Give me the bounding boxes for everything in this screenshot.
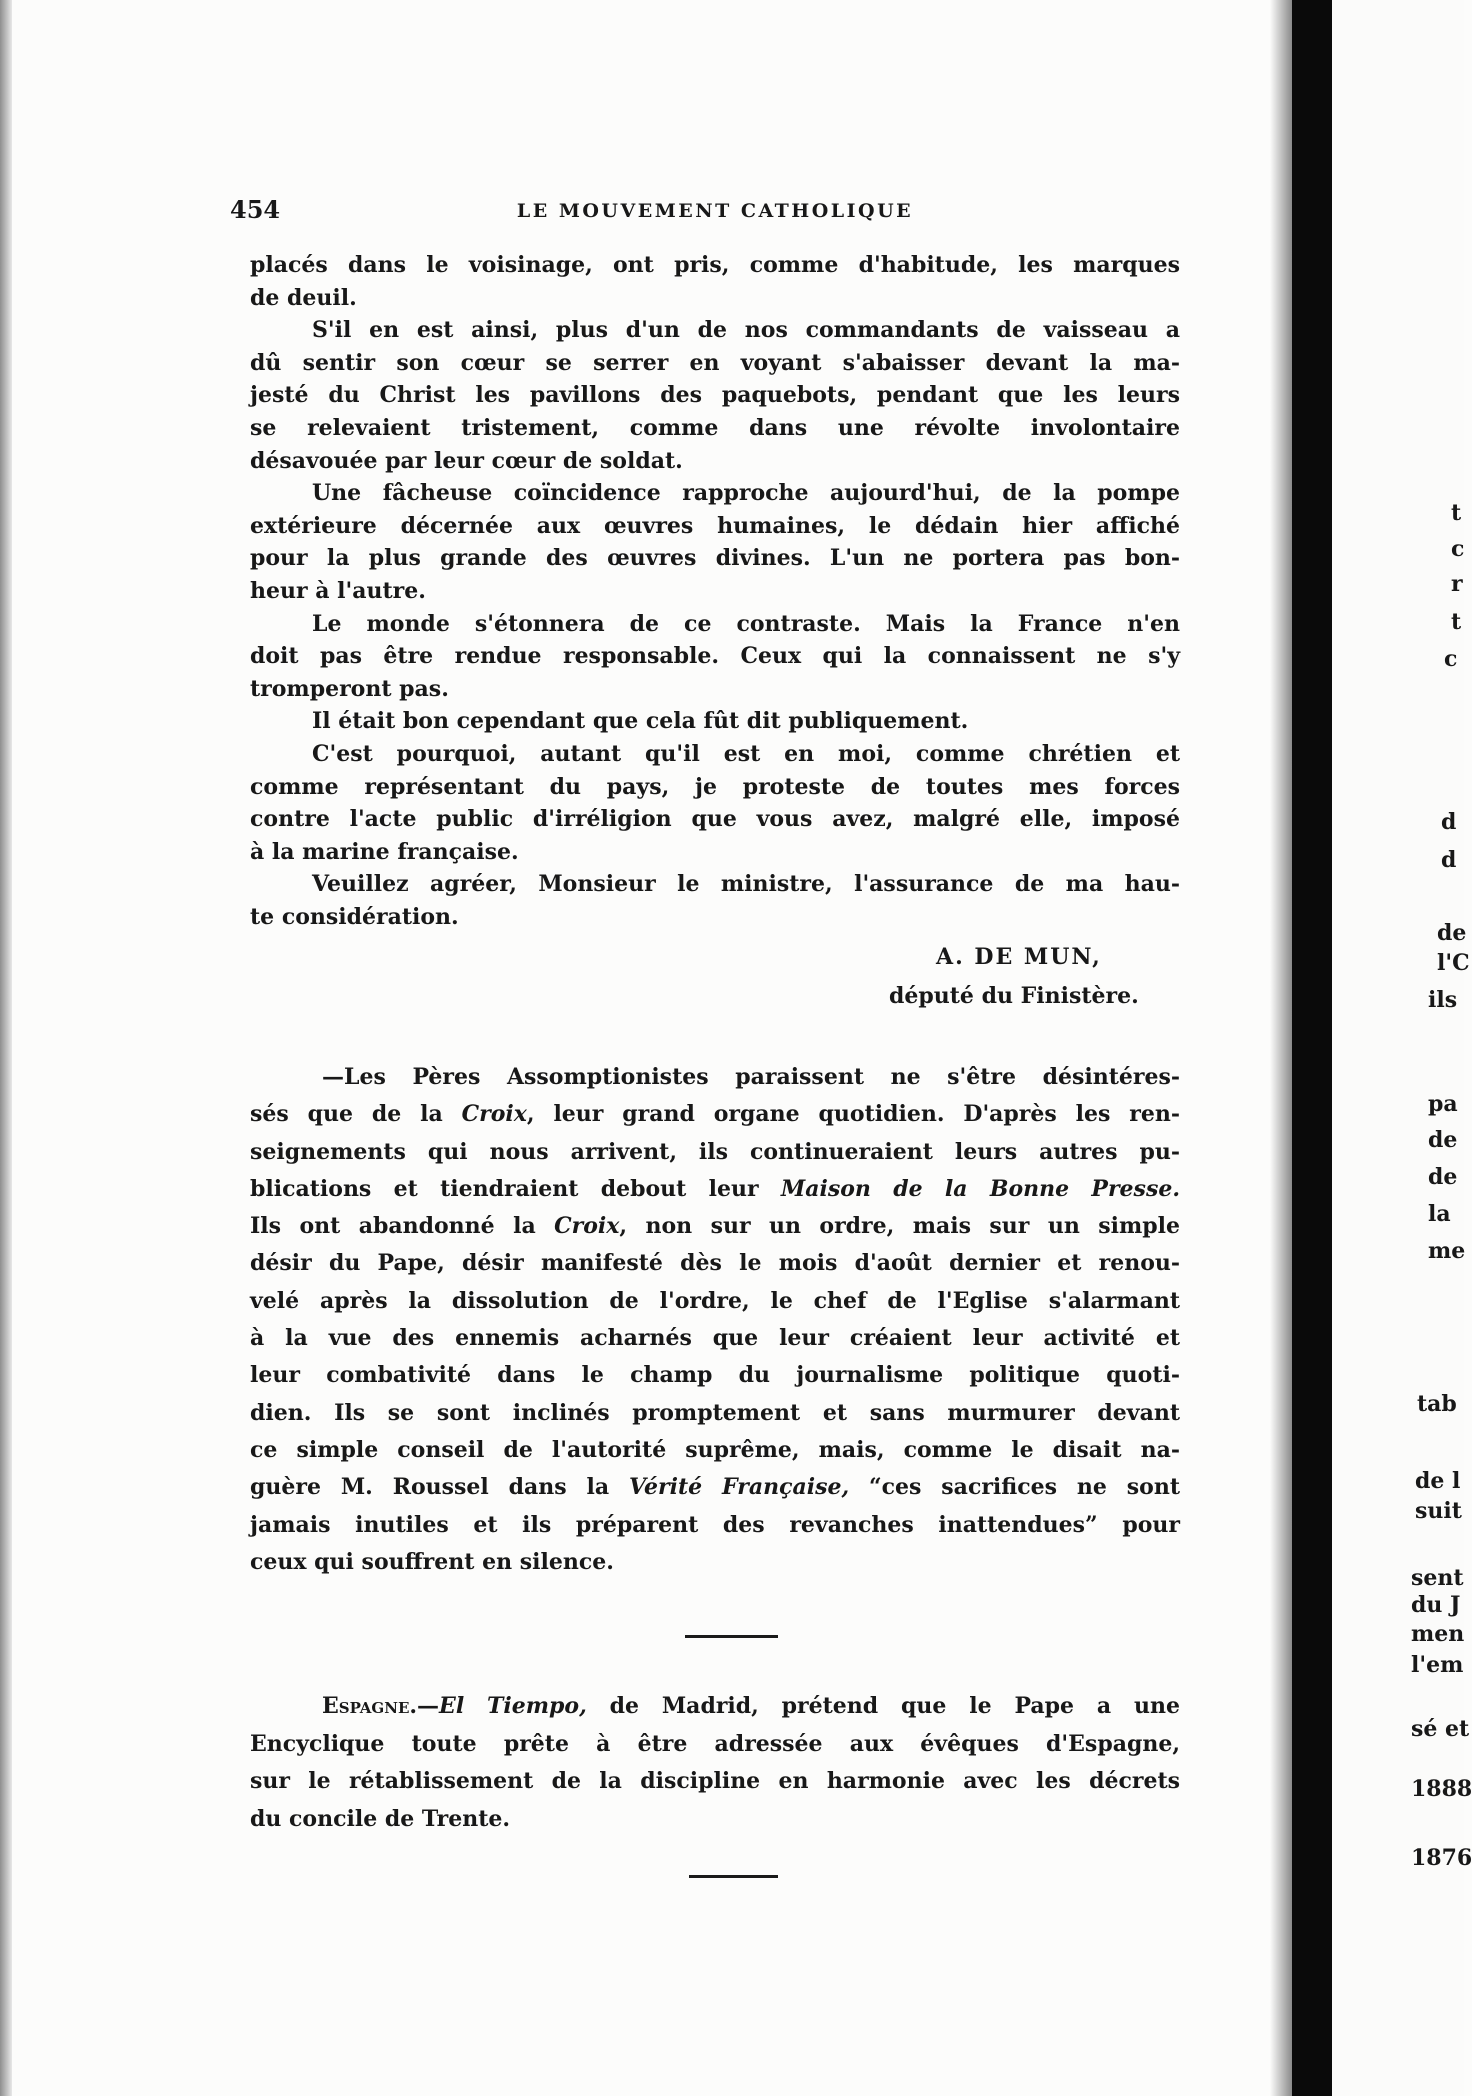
text-line: Le monde s'étonnera de ce contraste. Mais la France n'en	[312, 610, 1180, 637]
text-line: placés dans le voisinage, ont pris, comme d'habitude, les marques	[250, 252, 1180, 278]
text-line: Encyclique toute prête à être adressée aux évêques d'Espagne,	[250, 1730, 1180, 1757]
text-line	[250, 1469, 1180, 1506]
text-line: heur à l'autre.	[250, 577, 426, 604]
text-line: extérieure décernée aux œuvres humaines, le dédain hier affiché	[250, 512, 1180, 539]
facing-page-fragment: men	[1411, 1621, 1465, 1647]
text-line	[250, 1208, 1180, 1245]
text-segment: —	[417, 1693, 440, 1719]
facing-page-fragment: la	[1428, 1201, 1451, 1227]
facing-page-fragment: de	[1428, 1164, 1458, 1190]
text-line: désavouée par leur cœur de soldat.	[250, 447, 683, 474]
facing-page-fragment: du J	[1411, 1592, 1461, 1618]
text-line: sur le rétablissement de la discipline en harmonie avec les décrets	[250, 1768, 1180, 1794]
text-segment: “ces sacrifices ne sont	[849, 1474, 1180, 1501]
facing-page-fragment: 1876	[1411, 1845, 1472, 1871]
text-line: dien. Ils se sont inclinés promptement et sans murmurer devant	[250, 1399, 1180, 1426]
text-segment: guère M. Roussel dans la	[250, 1474, 629, 1501]
text-segment: , non sur un ordre, mais sur un simple	[619, 1213, 1181, 1240]
text-line: ceux qui souffrent en silence.	[250, 1548, 614, 1575]
section-label: Espagne.	[322, 1693, 418, 1719]
text-line: Une fâcheuse coïncidence rapproche aujourd'hui, de la pompe	[312, 480, 1180, 507]
news-item-assomptionistes	[250, 1059, 1180, 1581]
facing-page-fragment: c	[1451, 536, 1465, 562]
text-line	[250, 1171, 1180, 1208]
text-line: jamais inutiles et ils préparent des revanches inattendues” pour	[250, 1511, 1180, 1538]
text-line: doit pas être rendue responsable. Ceux qui la connaissent ne s'y	[250, 643, 1180, 670]
facing-page-fragment: de	[1428, 1127, 1458, 1153]
facing-page-fragment: r	[1451, 571, 1463, 597]
text-line: ce simple conseil de l'autorité suprême, mais, comme le disait na-	[250, 1436, 1180, 1463]
text-line: à la vue des ennemis acharnés que leur créaient leur activité et	[250, 1325, 1180, 1352]
text-line: seignements qui nous arrivent, ils continueraient leurs autres pu-	[250, 1138, 1180, 1165]
facing-page-fragment: l'em	[1411, 1652, 1464, 1678]
facing-page-fragment: de l	[1415, 1468, 1461, 1494]
text-line: tromperont pas.	[250, 675, 449, 702]
facing-page-fragment: d	[1441, 809, 1457, 835]
section-rule	[689, 1875, 778, 1878]
binding-shadow	[1270, 0, 1292, 2096]
text-segment: blications et tiendraient debout leur	[250, 1175, 781, 1202]
text-segment: Ils ont abandonné la	[250, 1213, 555, 1240]
italic-title: Croix	[461, 1101, 527, 1128]
running-title: LE MOUVEMENT CATHOLIQUE	[516, 200, 914, 222]
text-line: Il était bon cependant que cela fût dit publiquement.	[312, 708, 969, 735]
italic-title: Vérité Française,	[629, 1474, 850, 1501]
facing-page-fragment: t	[1451, 500, 1462, 526]
page-number: 454	[230, 195, 281, 224]
text-line: se relevaient tristement, comme dans une révolte involontaire	[250, 414, 1180, 441]
text-line: dû sentir son cœur se serrer en voyant s'abaisser devant la ma-	[250, 349, 1180, 376]
text-line: pour la plus grande des œuvres divines. L'un ne portera pas bon-	[250, 545, 1180, 572]
text-line: du concile de Trente.	[250, 1805, 511, 1832]
letter-text	[250, 249, 1180, 933]
text-line: jesté du Christ les pavillons des paquebots, pendant que les leurs	[250, 382, 1180, 409]
binding-gutter	[1292, 0, 1332, 2096]
facing-page-fragment: de	[1437, 920, 1467, 946]
text-line: de deuil.	[250, 284, 357, 311]
facing-page-fragment: d	[1441, 847, 1457, 873]
italic-title: Maison de la Bonne Presse.	[780, 1175, 1180, 1202]
text-line: te considération.	[250, 903, 459, 930]
text-line: comme représentant du pays, je proteste de toutes mes forces	[250, 773, 1180, 800]
text-line: velé après la dissolution de l'ordre, le chef de l'Eglise s'alarmant	[250, 1287, 1180, 1314]
facing-page-fragment: suit	[1415, 1498, 1462, 1524]
text-line	[250, 1096, 1180, 1133]
signature-name: A. DE MUN,	[936, 944, 1102, 970]
facing-page-fragment: l'C	[1437, 950, 1470, 976]
facing-page-fragment: 1888	[1411, 1776, 1472, 1802]
text-line	[250, 1688, 1180, 1726]
text-line: à la marine française.	[250, 838, 519, 865]
text-line: —Les Pères Assomptionistes paraissent ne s'être désintéres-	[322, 1064, 1180, 1090]
facing-page-fragment: pa	[1428, 1091, 1458, 1117]
text-segment: de Madrid, prétend que le Pape a une	[586, 1693, 1180, 1719]
facing-page-fragment: sé et	[1411, 1716, 1470, 1742]
text-line: C'est pourquoi, autant qu'il est en moi, comme chrétien et	[312, 740, 1180, 767]
news-item-espagne	[250, 1688, 1180, 1838]
facing-page-fragment: t	[1451, 609, 1462, 635]
signature-title: député du Finistère.	[889, 983, 1139, 1009]
facing-page-fragment: me	[1428, 1238, 1466, 1264]
facing-page-fragment: c	[1444, 646, 1458, 672]
text-segment: sés que de la	[250, 1101, 462, 1128]
section-rule	[685, 1635, 778, 1638]
facing-page-fragment: ils	[1428, 987, 1458, 1013]
text-line: leur combativité dans le champ du journalisme politique quoti-	[250, 1362, 1180, 1389]
text-line: contre l'acte public d'irréligion que vous avez, malgré elle, imposé	[250, 806, 1180, 833]
text-line: désir du Pape, désir manifesté dès le mois d'août dernier et renou-	[250, 1250, 1180, 1277]
text-line: S'il en est ainsi, plus d'un de nos commandants de vaisseau a	[312, 317, 1180, 344]
facing-page-fragment: sent	[1411, 1565, 1464, 1591]
facing-page	[1332, 0, 1472, 2096]
italic-title: El Tiempo,	[439, 1693, 587, 1719]
italic-title: Croix	[554, 1213, 620, 1240]
scan-left-edge	[0, 0, 12, 2096]
facing-page-fragment: tab	[1417, 1391, 1457, 1417]
text-segment: , leur grand organe quotidien. D'après les ren-	[526, 1101, 1180, 1128]
text-line: Veuillez agréer, Monsieur le ministre, l'assurance de ma hau-	[312, 871, 1180, 898]
